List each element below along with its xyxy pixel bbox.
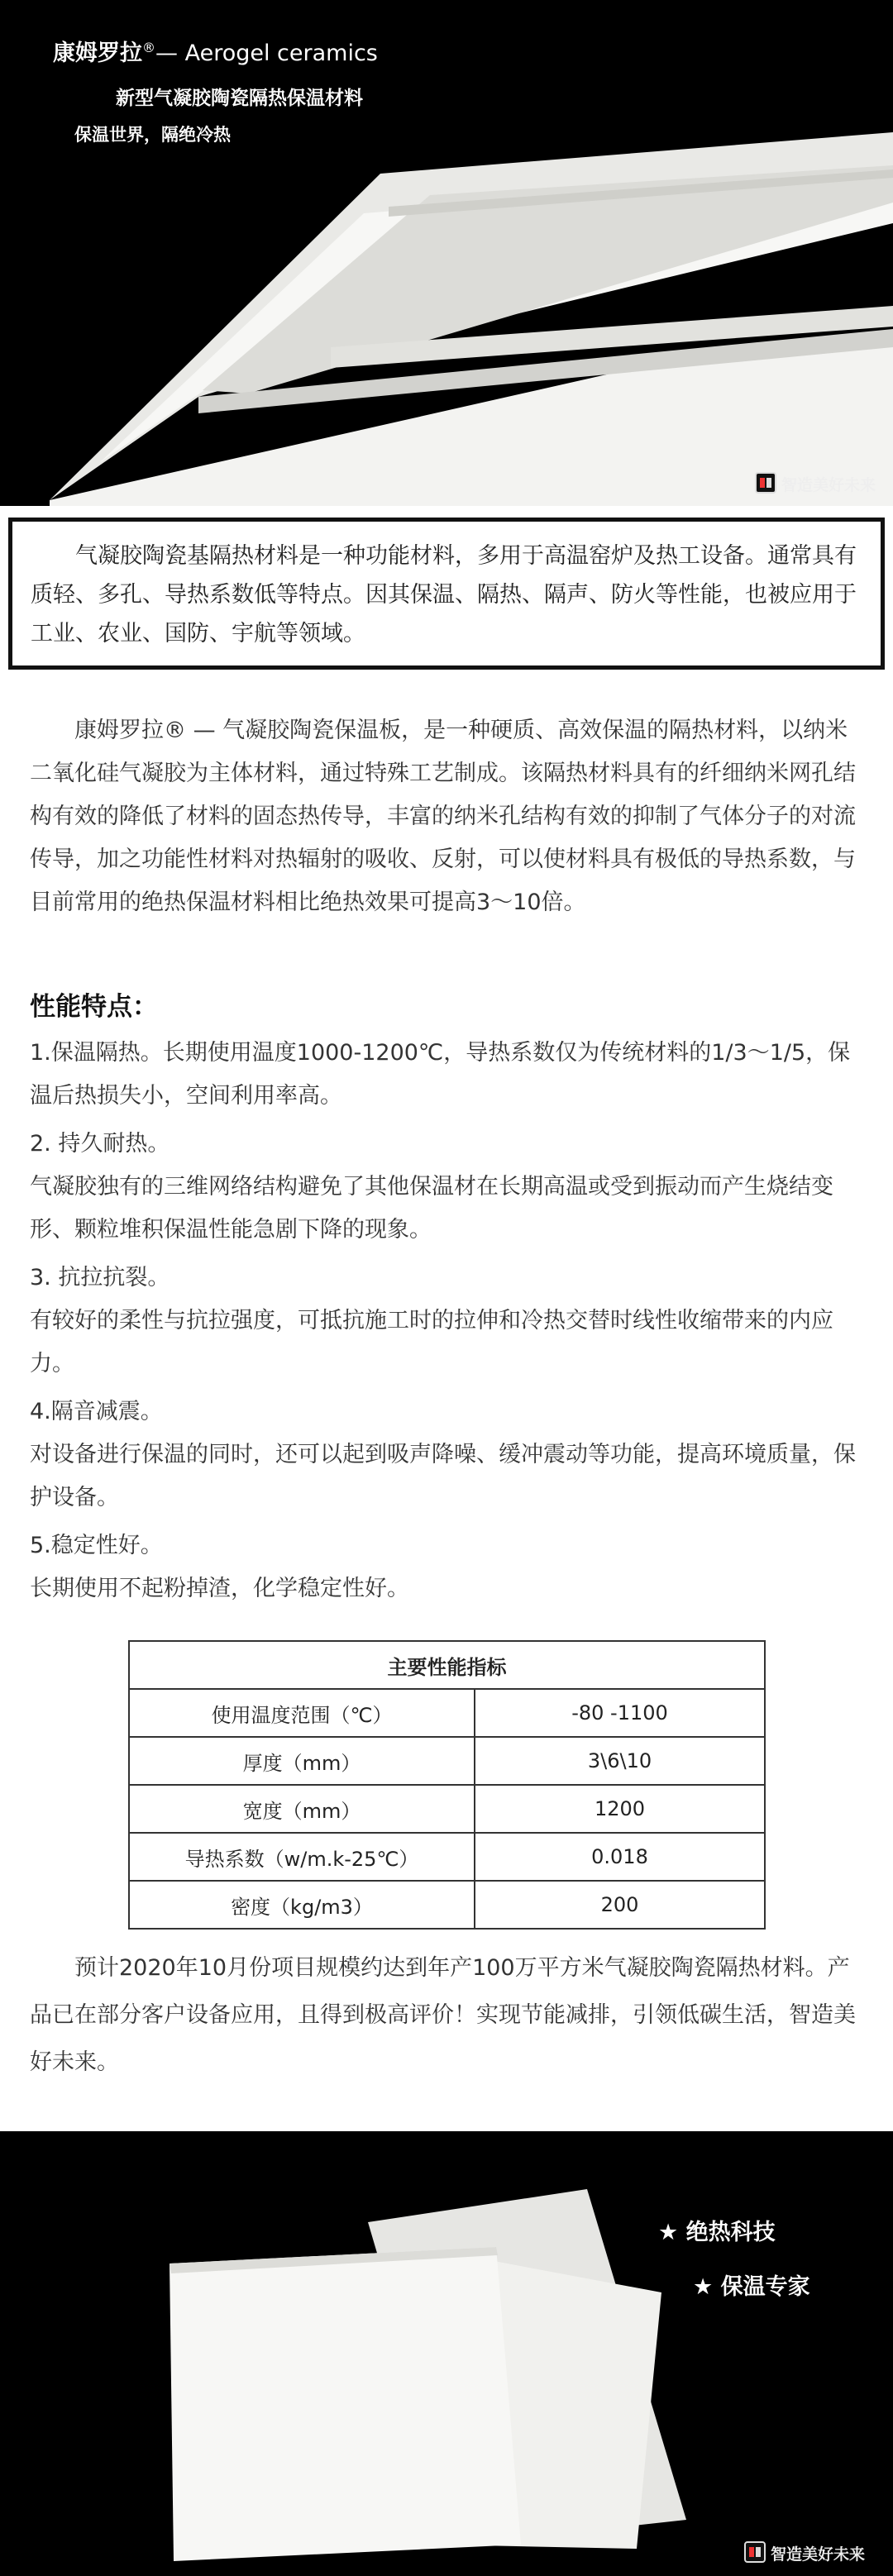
table-row bbox=[129, 1785, 765, 1833]
hero-title: 新型气凝胶陶瓷隔热保温材料 bbox=[116, 88, 363, 109]
intro-box bbox=[8, 518, 885, 670]
hero-banner bbox=[0, 0, 893, 506]
feature-5-text: 长期使用不起粉掉渣，化学稳定性好。 bbox=[30, 1576, 409, 1601]
panel-front bbox=[170, 2247, 521, 2561]
aerogel-boards-illustration bbox=[0, 0, 893, 506]
footer-banner bbox=[0, 2131, 893, 2576]
table-cell-label: 导热系数（w/m.k-25℃） bbox=[129, 1833, 475, 1881]
table-row bbox=[129, 1833, 765, 1881]
footer-tag-1: ★ 绝热科技 bbox=[658, 2220, 776, 2245]
table-row bbox=[129, 1737, 765, 1785]
footer-tag-2: ★ 保温专家 bbox=[693, 2274, 810, 2300]
feature-1-heading: 1.保温隔热。 bbox=[30, 1040, 163, 1066]
company-logo-icon bbox=[755, 472, 776, 494]
brand-en: — Aerogel ceramics bbox=[155, 41, 378, 66]
feature-5-heading: 5.稳定性好。 bbox=[30, 1533, 163, 1558]
feature-3-heading: 3. 抗拉抗裂。 bbox=[30, 1265, 170, 1290]
brand-name: 康姆罗拉 bbox=[53, 41, 142, 66]
closing-text: 预计2020年10月份项目规模约达到年产100万平方米气凝胶陶瓷隔热材料。产品已在部分客户设备应用，且得到极高评价！实现节能减排，引领低碳生活，智造美好未来。 bbox=[30, 1955, 856, 2075]
table-cell-value: 1200 bbox=[475, 1785, 765, 1833]
table-cell-value: 200 bbox=[475, 1881, 765, 1929]
spec-table bbox=[128, 1640, 766, 1930]
hero-slogan: 保温世界，隔绝冷热 bbox=[74, 125, 231, 145]
footer-logo-text: 智造美好未来 bbox=[771, 2545, 866, 2564]
registered-mark: ® bbox=[142, 40, 155, 55]
hero-brand-line bbox=[53, 35, 378, 67]
table-title: 主要性能指标 bbox=[129, 1641, 765, 1689]
feature-3-text: 有较好的柔性与抗拉强度，可抵抗施工时的拉伸和冷热交替时线性收缩带来的内应力。 bbox=[30, 1308, 833, 1376]
table-cell-label: 宽度（mm） bbox=[129, 1785, 475, 1833]
feature-1-text: 长期使用温度1000-1200℃，导热系数仅为传统材料的1/3～1/5，保温后热损失小，空间利用率高。 bbox=[30, 1040, 851, 1109]
feature-2-text: 气凝胶独有的三维网络结构避免了其他保温材在长期高温或受到振动而产生烧结变形、颗粒堆积保温性能急剧下降的现象。 bbox=[30, 1174, 833, 1243]
table-cell-label: 密度（kg/m3） bbox=[129, 1881, 475, 1929]
table-cell-value: 0.018 bbox=[475, 1833, 765, 1881]
table-row bbox=[129, 1689, 765, 1737]
company-logo-icon bbox=[744, 2541, 766, 2563]
table-cell-label: 厚度（mm） bbox=[129, 1737, 475, 1785]
table-header-row bbox=[129, 1641, 765, 1689]
table-row bbox=[129, 1881, 765, 1929]
feature-4-text: 对设备进行保温的同时，还可以起到吸声降噪、缓冲震动等功能，提高环境质量，保护设备。 bbox=[30, 1442, 856, 1510]
hero-logo-text: 智造美好未来 bbox=[781, 476, 876, 494]
feature-4-heading: 4.隔音减震。 bbox=[30, 1399, 163, 1424]
feature-2-heading: 2. 持久耐热。 bbox=[30, 1131, 170, 1157]
table-cell-value: 3\6\10 bbox=[475, 1737, 765, 1785]
features-title: 性能特点： bbox=[30, 992, 158, 1022]
aerogel-panels-illustration bbox=[0, 2131, 893, 2576]
product-description: 康姆罗拉® — 气凝胶陶瓷保温板，是一种硬质、高效保温的隔热材料，以纳米二氧化硅气凝胶为主体材料，通过特殊工艺制成。该隔热材料具有的纤细纳米网孔结构有效的降低了材料的固态热传导，丰富的纳米孔结构有效的抑制了气体分子的对流传导，加之功能性材料对热辐射的吸收、反射，可以使材料具有极低的导热系数，与目前常用的绝热保温材料相比绝热效果可提高3～10倍。 bbox=[30, 718, 856, 915]
table-cell-label: 使用温度范围（℃） bbox=[129, 1689, 475, 1737]
table-cell-value: -80 -1100 bbox=[475, 1689, 765, 1737]
intro-text: 气凝胶陶瓷基隔热材料是一种功能材料，多用于高温窑炉及热工设备。通常具有质轻、多孔、导热系数低等特点。因其保温、隔热、隔声、防火等性能，也被应用于工业、农业、国防、宇航等领域。 bbox=[31, 543, 857, 646]
feature-heading-inline bbox=[30, 1032, 865, 1118]
